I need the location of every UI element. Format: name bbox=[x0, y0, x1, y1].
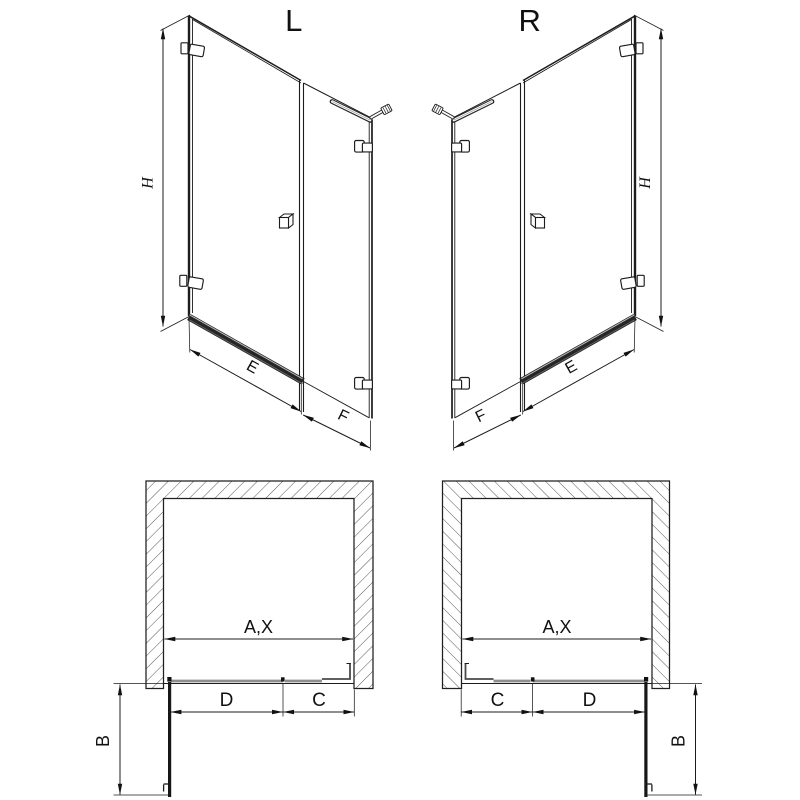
plan-view-left-geometry bbox=[114, 481, 374, 797]
dim-label-fixed-left: C bbox=[312, 690, 326, 711]
dim-label-height-left: H bbox=[139, 177, 157, 189]
plan-view-right-geometry bbox=[443, 481, 703, 797]
dim-label-height-right: H bbox=[637, 177, 654, 189]
dim-label-door-left: D bbox=[219, 690, 234, 711]
view-title-left: L bbox=[285, 3, 303, 38]
dim-label-swing-right: B bbox=[668, 734, 689, 748]
dim-label-fixed-right: C bbox=[490, 690, 505, 711]
view-title-right: R bbox=[518, 3, 542, 38]
plan-view-left bbox=[93, 481, 373, 797]
dim-label-opening-right: A,X bbox=[542, 617, 572, 637]
dim-label-swing-left: B bbox=[93, 734, 113, 748]
front-view-left-geometry bbox=[161, 15, 393, 451]
dim-label-door-width-left: E bbox=[243, 357, 262, 378]
front-view-right bbox=[432, 3, 664, 451]
dim-label-panel-width-left: F bbox=[334, 406, 352, 427]
plan-view-right bbox=[443, 481, 703, 797]
dim-label-opening-left: A,X bbox=[243, 617, 274, 637]
dim-label-panel-width-right: F bbox=[472, 406, 490, 427]
front-view-right-geometry bbox=[432, 15, 664, 451]
dim-label-door-right: D bbox=[582, 690, 597, 711]
dim-label-door-width-right: E bbox=[562, 357, 581, 378]
front-view-left bbox=[140, 3, 393, 451]
